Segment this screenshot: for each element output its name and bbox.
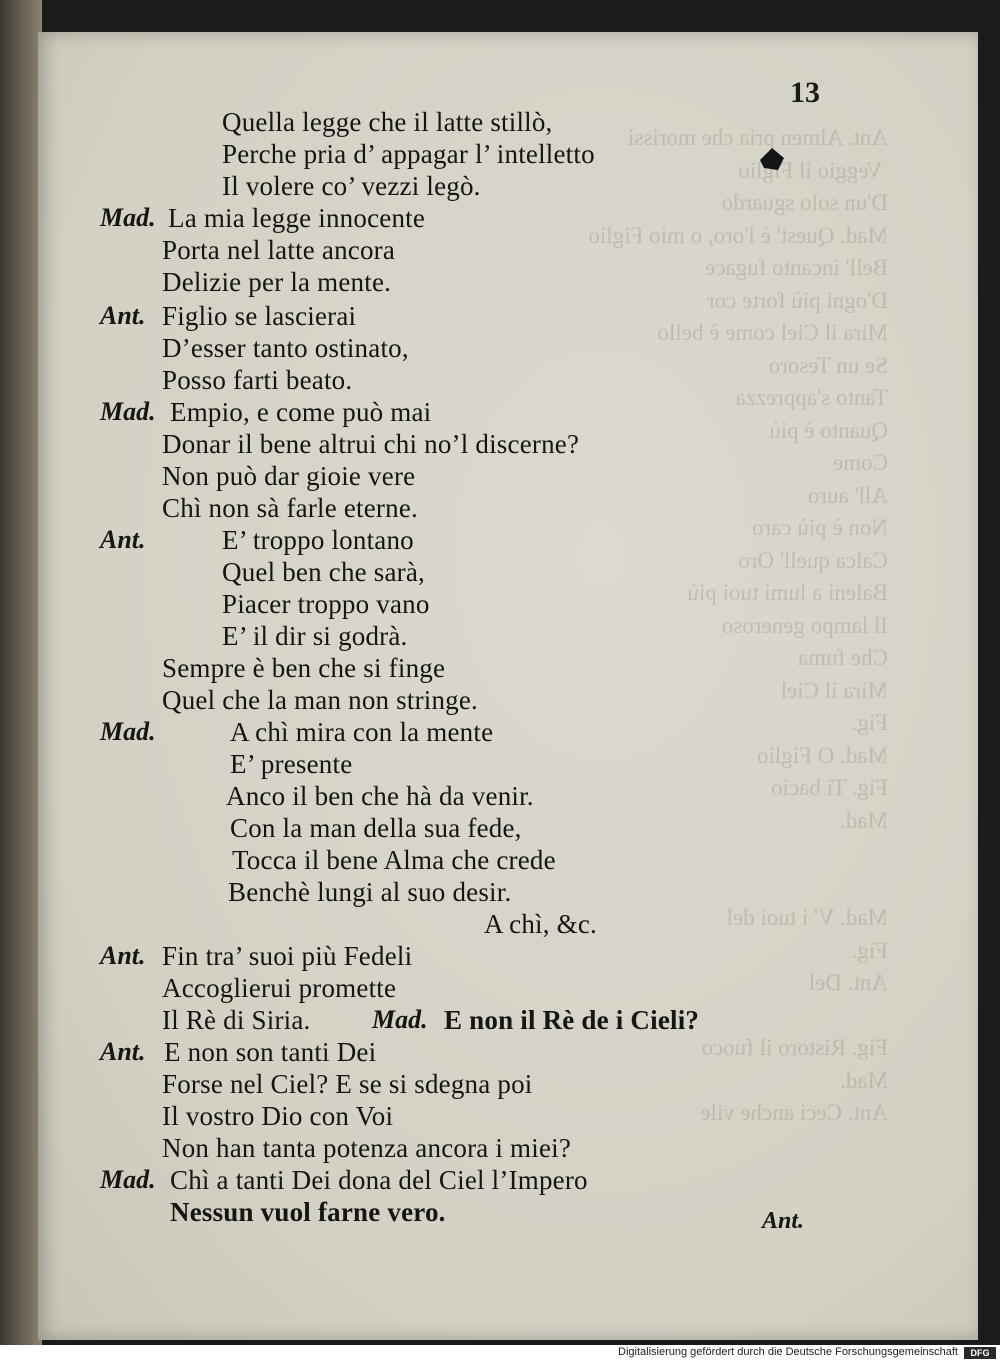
verse-line-25: Benchè lungi al suo desir. [228, 877, 512, 907]
catchword: Ant. [762, 1208, 805, 1234]
verse-line-19: Quel che la man non stringe. [162, 685, 479, 715]
verse-line-29: Il Rè di Siria. [162, 1005, 311, 1035]
verse-line-15: Quel ben che sarà, [222, 557, 426, 587]
verse-line-20: A chì mira con la mente [230, 717, 494, 747]
speaker-label: Ant. [100, 1037, 146, 1066]
verse-line-13: Chì non sà farle eterne. [162, 493, 418, 523]
dfg-logo: DFG [964, 1347, 996, 1359]
speaker-label: Mad. [100, 397, 156, 426]
verse-line-28: Accoglierui promette [162, 973, 397, 1003]
verse-line-14: E’ troppo lontano [222, 525, 414, 555]
verse-line-8: D’esser tanto ostinato, [162, 333, 409, 363]
speaker-label: Ant. [100, 941, 146, 970]
ink-blot-ornament [756, 146, 788, 172]
verse-line-27: Fin tra’ suoi più Fedeli [162, 941, 413, 971]
inline-speech: E non il Rè de i Cieli? [444, 1005, 700, 1035]
bleed-through-text: Ant. Almen pria che morissi Veggio il Figlio D'un solo sguardo Mad. Quest' è l'oro, o mio Figlio Bell' incanto fugace D'ogni più forte cor Mira il Ciel come è bello Se un Tesoro Tanto s'apprezza Quanto è più Come All' auro Non è più caro Calca quell' Oro Baleni a lumi tuoi più Il lampo generoso Che fuma Mira il Ciel Fig. Mad. O Figlio Fig. Ti bacio Mad. Mad. V' i tuoi del Fig. Ant. Del Fig. Ristoro il fuoco Mad. Ant. Ceci anche vile [588, 125, 888, 1125]
verse-line-18: Sempre è ben che si finge [162, 653, 446, 683]
refrain-cue: A chì, &c. [484, 909, 597, 939]
speaker-label-inline: Mad. [372, 1005, 428, 1034]
verse-line-32: Il vostro Dio con Voi [162, 1101, 394, 1131]
verse-line-6: Delizie per la mente. [162, 267, 392, 297]
speaker-label: Mad. [100, 203, 156, 232]
book-binding [0, 0, 42, 1345]
page-number: 13 [790, 76, 820, 109]
verse-line-7: Figlio se lascierai [162, 301, 357, 331]
verse-line-21: E’ presente [230, 749, 353, 779]
verse-line-12: Non può dar gioie vere [162, 461, 416, 491]
verse-line-2: Perche pria d’ appagar l’ intelletto [222, 139, 595, 169]
verse-line-1: Quella legge che il latte stillò, [222, 107, 553, 137]
verse-line-17: E’ il dir si godrà. [222, 621, 408, 651]
speaker-label: Ant. [100, 301, 146, 330]
verse-line-4: La mia legge innocente [168, 203, 426, 233]
verse-line-10: Empio, e come può mai [170, 397, 432, 427]
verse-line-34: Chì a tanti Dei dona del Ciel l’Impero [170, 1165, 588, 1195]
verse-line-9: Posso farti beato. [162, 365, 353, 395]
verse-line-33: Non han tanta potenza ancora i miei? [162, 1133, 572, 1163]
verse-line-3: Il volere co’ vezzi legò. [222, 171, 481, 201]
verse-line-16: Piacer troppo vano [222, 589, 430, 619]
digitization-footer [0, 1345, 1000, 1362]
verse-line-23: Con la man della sua fede, [230, 813, 522, 843]
verse-line-24: Tocca il bene Alma che crede [232, 845, 556, 875]
verse-line-35: Nessun vuol farne vero. [170, 1197, 446, 1227]
verse-line-11: Donar il bene altrui chi no’l discerne? [162, 429, 580, 459]
verse-line-5: Porta nel latte ancora [162, 235, 396, 265]
verse-line-31: Forse nel Ciel? E se si sdegna poi [162, 1069, 533, 1099]
verse-line-30: E non son tanti Dei [164, 1037, 377, 1067]
speaker-label: Mad. [100, 1165, 156, 1194]
verse-line-22: Anco il ben che hà da venir. [226, 781, 534, 811]
speaker-label: Ant. [100, 525, 146, 554]
speaker-label: Mad. [100, 717, 156, 746]
funding-credit: Digitalisierung gefördert durch die Deutsche Forschungsgemeinschaft [618, 1346, 958, 1358]
